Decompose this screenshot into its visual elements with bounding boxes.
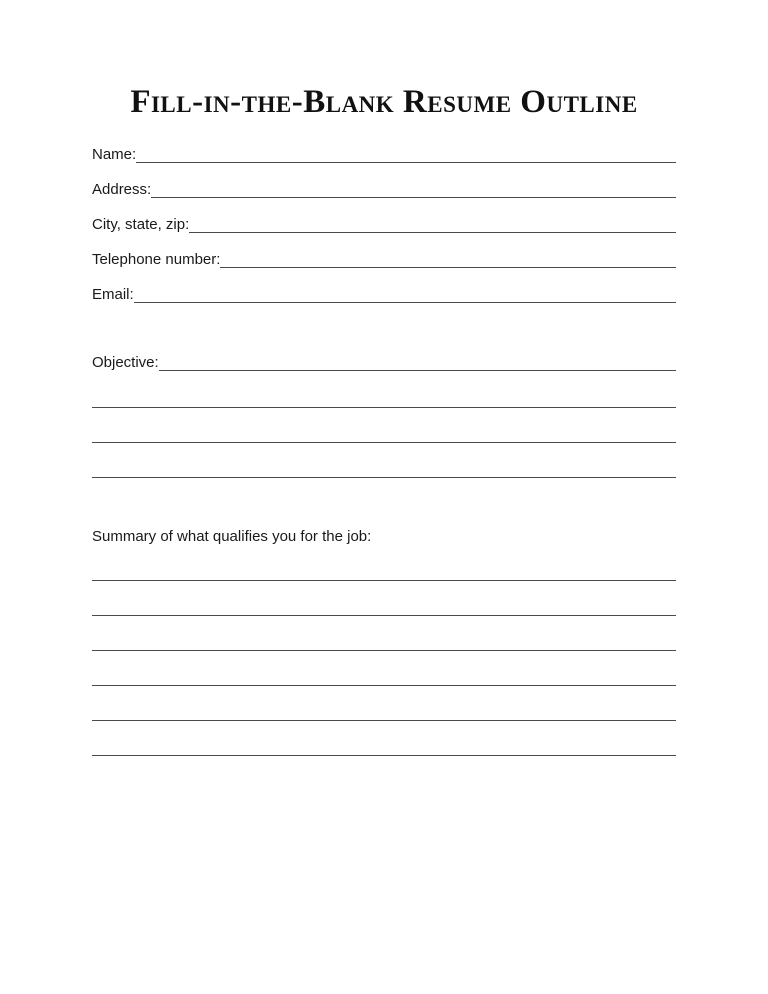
blank-write-line	[92, 616, 676, 651]
city-state-zip-label: City, state, zip:	[92, 216, 190, 233]
city-state-zip-field-row	[92, 200, 676, 235]
contact-fields-section	[92, 130, 676, 305]
name-write-line	[136, 148, 676, 163]
objective-write-line	[159, 356, 676, 371]
document-title: Fill-in-the-Blank Resume Outline	[130, 84, 638, 120]
blank-write-line	[92, 581, 676, 616]
summary-label: Summary of what qualifies you for the job:	[92, 528, 372, 545]
objective-blank-lines	[92, 373, 676, 478]
blank-write-line	[92, 408, 676, 443]
document-content	[0, 84, 768, 756]
blank-write-line	[92, 721, 676, 756]
city-state-zip-write-line	[189, 218, 676, 233]
objective-section	[92, 338, 676, 478]
blank-write-line	[92, 443, 676, 478]
name-field-row	[92, 130, 676, 165]
telephone-label: Telephone number:	[92, 251, 221, 268]
email-label: Email:	[92, 286, 134, 303]
blank-write-line	[92, 546, 676, 581]
objective-field-row	[92, 338, 676, 373]
address-label: Address:	[92, 181, 152, 198]
telephone-write-line	[220, 253, 676, 268]
address-field-row	[92, 165, 676, 200]
address-write-line	[151, 183, 676, 198]
blank-write-line	[92, 686, 676, 721]
blank-write-line	[92, 373, 676, 408]
name-label: Name:	[92, 146, 137, 163]
objective-label: Objective:	[92, 354, 159, 371]
summary-blank-lines	[92, 546, 676, 756]
blank-write-line	[92, 651, 676, 686]
telephone-field-row	[92, 235, 676, 270]
email-write-line	[134, 288, 676, 303]
email-field-row	[92, 270, 676, 305]
